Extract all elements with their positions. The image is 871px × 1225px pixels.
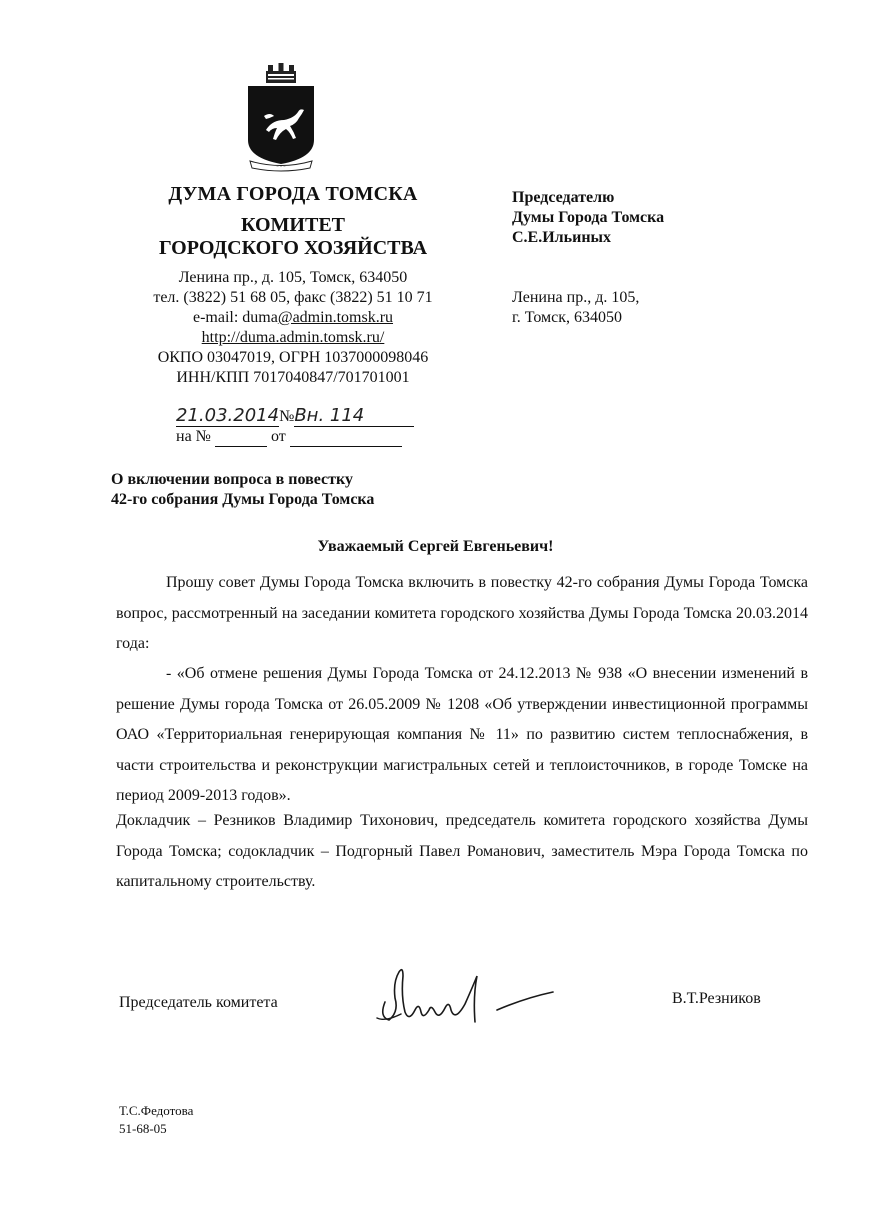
sender-contacts [120,268,466,388]
recipient-line2: Думы Города Томска [512,209,665,226]
handwritten-signature [365,962,560,1042]
reply-to-label: на № [176,428,211,445]
registration-line [176,405,414,427]
committee-title-line2: ГОРОДСКОГО ХОЗЯЙСТВА [158,237,428,259]
recipient-line1: Председателю [512,189,615,206]
sender-address: Ленина пр., д. 105, Томск, 634050 [178,269,408,286]
committee-title-line1: КОМИТЕТ [240,214,345,236]
sender-phones: тел. (3822) 51 68 05, факс (3822) 51 10 71 [153,289,433,306]
inn-kpp: ИНН/КПП 7017040847/701701001 [176,369,410,386]
executor-name: Т.С.Федотова [119,1103,194,1118]
registration-date [176,405,279,427]
reply-to-date-blank [290,428,402,447]
sender-email [120,308,466,328]
registration-date-handwritten: 21.03.2014 [176,405,280,426]
number-sign: № [279,408,295,425]
salutation: Уважаемый Сергей Евгеньевич! [317,538,554,555]
body-paragraph-1: Прошу совет Думы Города Томска включить в повестку 42-го собрания Думы Города Томска вопрос, рассмотренный на заседании комитета городского хозяйства Думы Города Томска 20.03.2014 года: [116,574,808,652]
executor-phone: 51-68-05 [119,1121,167,1136]
recipient-address-line2: г. Томск, 634050 [512,309,623,326]
recipient-block [512,188,664,248]
signatory-name: В.Т.Резников [672,990,761,1007]
email-link[interactable]: @admin.tomsk.ru [277,309,394,326]
subject-line1: О включении вопроса в повестку [111,471,353,488]
body-paragraph-3: Докладчик – Резников Владимир Тихонович, председатель комитета городского хозяйства Думы Города Томска; содокладчик – Подгорный Павел Романович, заместитель Мэра Города Томска по капитальному строительству. [116,812,808,890]
tomsk-coat-of-arms-icon [244,62,318,174]
registration-number-handwritten: Вн. 114 [294,405,365,426]
okpo-ogrn: ОКПО 03047019, ОГРН 1037000098046 [157,349,429,366]
recipient-address [512,288,639,328]
reply-to-line [176,428,402,447]
registration-number [294,405,414,427]
crown [266,63,296,83]
org-name: ДУМА ГОРОДА ТОМСКА [168,183,418,205]
reply-to-number-blank [215,428,267,447]
email-prefix: e-mail: duma [192,309,278,326]
subject-line2: 42-го собрания Думы Города Томска [111,491,375,508]
subject [111,470,374,510]
website-link[interactable]: http://duma.admin.tomsk.ru/ [201,329,385,346]
signatory-position: Председатель комитета [119,994,278,1011]
recipient-address-line1: Ленина пр., д. 105, [512,289,640,306]
recipient-line3: С.Е.Ильиных [512,229,612,246]
from-label: от [270,428,286,445]
svg-text:~ ~ ~: ~ ~ ~ [276,164,286,169]
body-paragraph-2: - «Об отмене решения Думы Города Томска от 24.12.2013 № 938 «О внесении изменений в решение Думы города Томска от 26.05.2009 № 1208 «Об утверждении инвестиционной программы ОАО «Территориальная генерирующая компания № 11» по развитию систем теплоснабжения, в части строительства и реконструкции магистральных сетей и теплоисточников, в городе Томске на период 2009-2013 годов». [116,665,808,804]
